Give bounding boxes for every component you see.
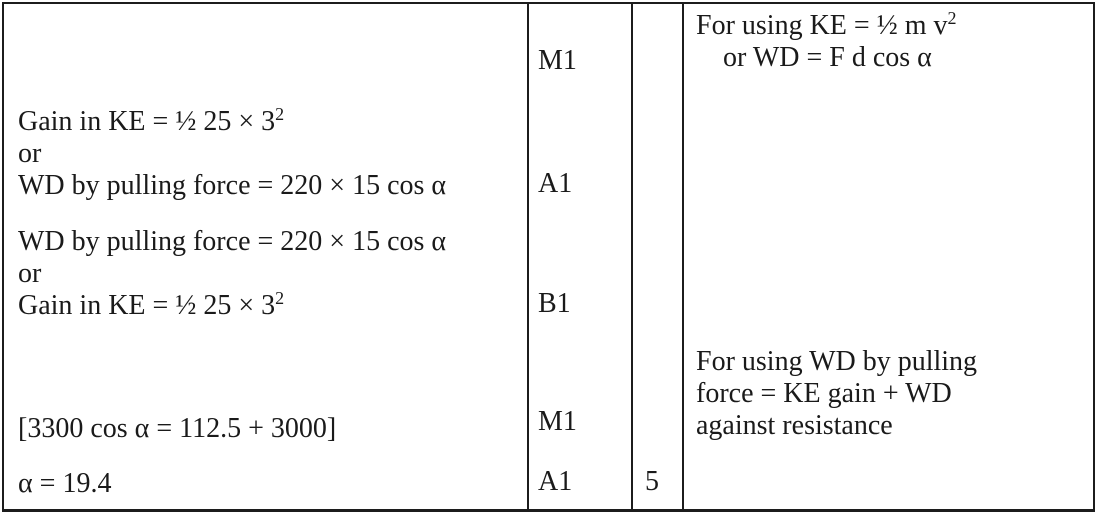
working-line: WD by pulling force = 220 × 15 cos α bbox=[18, 226, 447, 257]
comment-line: or WD = F d cos α bbox=[723, 42, 932, 73]
working-line: Gain in KE = ½ $25 \times 3^2$ bbox=[18, 104, 285, 137]
superscript: 2 bbox=[275, 288, 285, 308]
mark-label-a1-second: A1 bbox=[538, 466, 573, 497]
mark-label-b1: B1 bbox=[538, 288, 571, 319]
column-divider-working-marks bbox=[527, 2, 529, 512]
working-line: [3300 cos α = 112.5 + 3000] bbox=[18, 413, 337, 444]
working-line: Gain in KE = ½ $25 \times 3^2$ bbox=[18, 288, 285, 321]
mark-label-m1-first: M1 bbox=[538, 45, 577, 76]
working-line: α = 19.4 bbox=[18, 468, 112, 499]
working-block-1 bbox=[18, 106, 446, 202]
total-marks: 5 bbox=[645, 466, 659, 497]
working-block-2 bbox=[18, 226, 446, 322]
comment-block-bottom bbox=[696, 346, 977, 442]
column-divider-total-comments bbox=[682, 2, 684, 512]
working-line: WD by pulling force = 220 × 15 cos α bbox=[18, 170, 447, 201]
working-line: or bbox=[18, 258, 42, 289]
column-divider-marks-total bbox=[631, 2, 633, 512]
comment-line: force = KE gain + WD bbox=[696, 378, 952, 409]
comment-block-top bbox=[696, 10, 956, 74]
mark-label-m1-second: M1 bbox=[538, 406, 577, 437]
working-block-3 bbox=[18, 413, 336, 445]
comment-line: For using WD by pulling bbox=[696, 346, 978, 377]
mark-label-a1-first: A1 bbox=[538, 168, 573, 199]
comment-line: against resistance bbox=[696, 410, 893, 441]
superscript: 2 bbox=[947, 8, 957, 28]
comment-line: For using KE = ½ m $v^2$ bbox=[696, 8, 957, 41]
working-block-4 bbox=[18, 468, 111, 500]
working-line: or bbox=[18, 138, 42, 169]
superscript: 2 bbox=[275, 104, 285, 124]
